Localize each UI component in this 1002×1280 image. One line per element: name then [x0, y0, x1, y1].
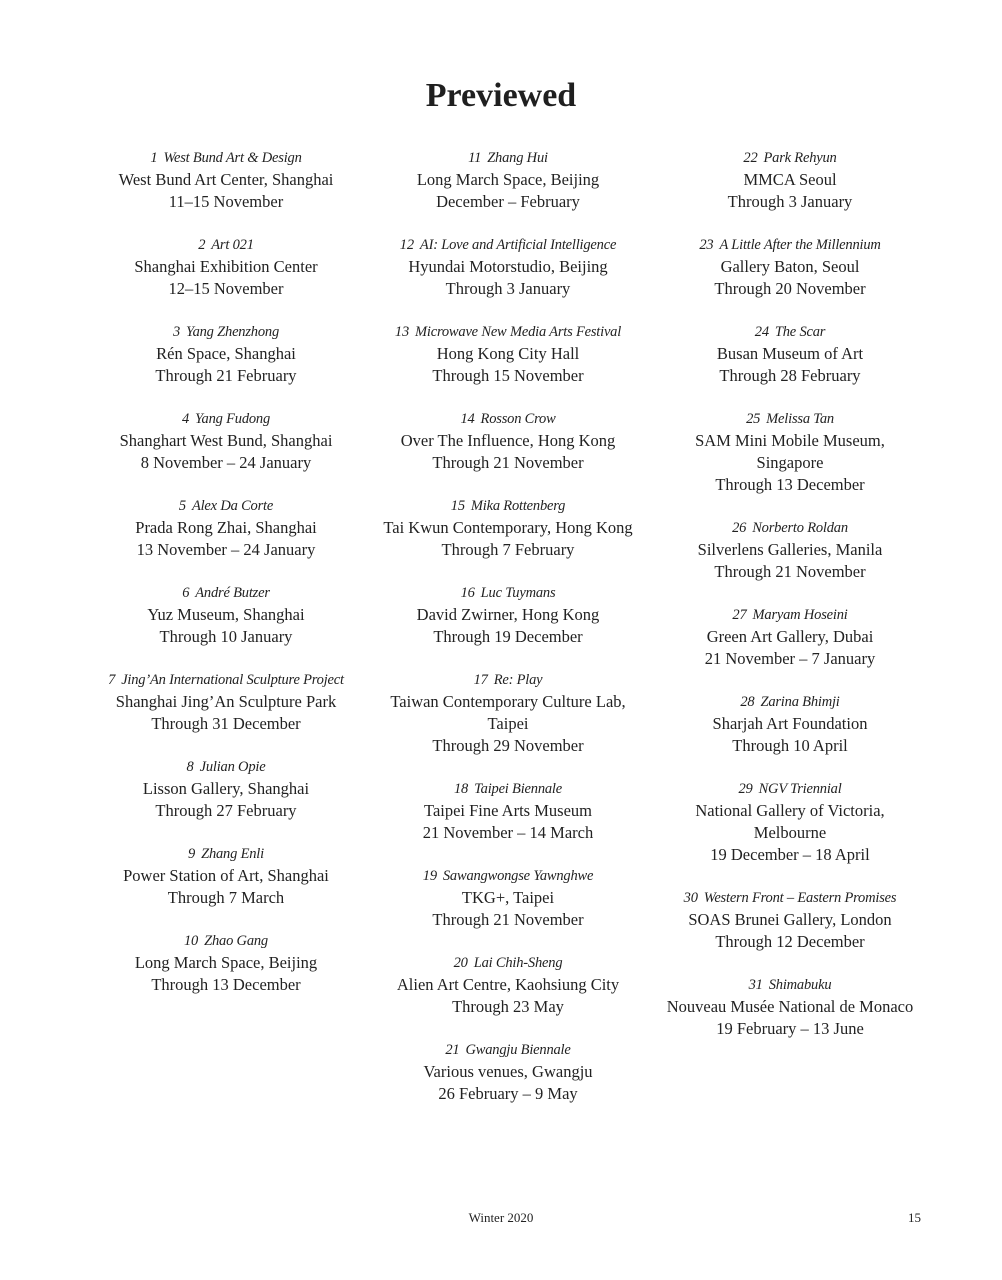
- entry-detail-line: Green Art Gallery, Dubai: [706, 627, 874, 646]
- entry-title: Rosson Crow: [480, 411, 556, 427]
- entry-number: 28: [740, 694, 755, 710]
- entry-title: Jing’An International Sculpture Project: [121, 672, 344, 688]
- entry-title: A Little After the Millennium: [719, 237, 881, 253]
- entry-title: The Scar: [774, 324, 826, 340]
- listing-entry: [358, 408, 658, 474]
- entry-detail-line: Long March Space, Beijing: [134, 953, 318, 972]
- listing-entry: [640, 778, 940, 866]
- listing-entry: [640, 234, 940, 300]
- entry-heading: [76, 843, 376, 865]
- listing-entry: [358, 582, 658, 648]
- entry-detail-line: Tai Kwun Contemporary, Hong Kong: [383, 518, 633, 537]
- entry-detail-line: Through 19 December: [433, 627, 583, 646]
- entry-heading: [640, 147, 940, 169]
- entry-heading: [640, 778, 940, 800]
- entry-number: 3: [172, 324, 181, 340]
- entry-heading: [76, 582, 376, 604]
- entry-title: André Butzer: [195, 585, 270, 601]
- entry-detail-line: Shanghai Exhibition Center: [134, 257, 318, 276]
- entry-title: Sawangwongse Yawnghwe: [442, 868, 594, 884]
- listing-entry: [358, 865, 658, 931]
- listing-entry: [358, 669, 658, 757]
- entry-title: Taipei Biennale: [474, 781, 562, 797]
- entry-number: 16: [460, 585, 475, 601]
- entry-detail-line: Through 10 January: [159, 627, 293, 646]
- entry-detail-line: 8 November – 24 January: [140, 453, 312, 472]
- entry-title: Zhao Gang: [204, 933, 268, 949]
- entry-detail-line: 13 November – 24 January: [136, 540, 316, 559]
- entry-detail-line: Sharjah Art Foundation: [712, 714, 868, 733]
- listing-entry: [640, 408, 940, 496]
- entry-title: Microwave New Media Arts Festival: [415, 324, 622, 340]
- entry-detail-line: David Zwirner, Hong Kong: [416, 605, 600, 624]
- entry-number: 22: [743, 150, 758, 166]
- entry-heading: [76, 408, 376, 430]
- entry-heading: [358, 778, 658, 800]
- entry-title: NGV Triennial: [758, 781, 842, 797]
- entry-number: 25: [746, 411, 761, 427]
- entry-number: 30: [683, 890, 698, 906]
- entry-detail-line: MMCA Seoul: [743, 170, 837, 189]
- listing-entry: [76, 930, 376, 996]
- listing-entry: [76, 582, 376, 648]
- entry-number: 6: [182, 585, 190, 601]
- entry-title: Mika Rottenberg: [470, 498, 566, 514]
- entry-detail-line: Nouveau Musée National de Monaco: [666, 997, 914, 1016]
- entry-detail-line: Through 21 November: [714, 562, 866, 581]
- entry-detail-line: SAM Mini Mobile Museum,: [695, 431, 885, 450]
- entry-detail-line: Prada Rong Zhai, Shanghai: [135, 518, 317, 537]
- entry-detail-line: Silverlens Galleries, Manila: [697, 540, 883, 559]
- entry-heading: [640, 234, 940, 256]
- listing-entry: [358, 234, 658, 300]
- entry-detail-line: 19 February – 13 June: [716, 1019, 864, 1038]
- entry-heading: [76, 234, 376, 256]
- listing-entry: [640, 147, 940, 213]
- entry-detail-line: Taiwan Contemporary Culture Lab,: [390, 692, 626, 711]
- entry-detail-line: 21 November – 7 January: [704, 649, 876, 668]
- entry-detail-line: Through 21 November: [432, 453, 584, 472]
- entry-number: 9: [188, 846, 196, 862]
- entry-detail-line: SOAS Brunei Gallery, London: [688, 910, 892, 929]
- entry-detail-line: 26 February – 9 May: [438, 1084, 578, 1103]
- entry-detail-line: Melbourne: [753, 823, 827, 842]
- entry-detail-line: Alien Art Centre, Kaohsiung City: [396, 975, 620, 994]
- entry-heading: [76, 756, 376, 778]
- entry-heading: [76, 321, 376, 343]
- listing-entry: [76, 321, 376, 387]
- listing-entry: [640, 691, 940, 757]
- entry-title: Yang Fudong: [195, 411, 271, 427]
- entry-detail-line: Through 28 February: [719, 366, 861, 385]
- entry-detail-line: Yuz Museum, Shanghai: [147, 605, 305, 624]
- entry-number: 1: [150, 150, 158, 166]
- entry-detail-line: Singapore: [756, 453, 824, 472]
- entry-title: Zhang Hui: [487, 150, 548, 166]
- entry-detail-line: Through 31 December: [151, 714, 301, 733]
- entry-detail-line: Through 13 December: [715, 475, 865, 494]
- entry-detail-line: Through 15 November: [432, 366, 584, 385]
- listing-entry: [640, 974, 940, 1040]
- entry-title: Park Rehyun: [763, 150, 837, 166]
- entry-title: Maryam Hoseini: [752, 607, 848, 623]
- entry-detail-line: Through 29 November: [432, 736, 584, 755]
- entry-title: Western Front – Eastern Promises: [703, 890, 897, 906]
- entry-title: Zarina Bhimji: [760, 694, 840, 710]
- entry-heading: [358, 495, 658, 517]
- entry-title: West Bund Art & Design: [163, 150, 302, 166]
- page-number: 15: [908, 1210, 921, 1225]
- entry-number: 5: [178, 498, 186, 514]
- listing-entry: [640, 604, 940, 670]
- entry-heading: [358, 321, 658, 343]
- entry-detail-line: Through 7 March: [167, 888, 285, 907]
- entry-detail-line: Busan Museum of Art: [716, 344, 864, 363]
- entry-number: 27: [732, 607, 747, 623]
- entry-detail-line: Shanghai Jing’An Sculpture Park: [115, 692, 337, 711]
- entry-detail-line: Through 3 January: [445, 279, 571, 298]
- listing-entry: [358, 778, 658, 844]
- listing-entry: [76, 408, 376, 474]
- listing-entry: [76, 234, 376, 300]
- entry-heading: [76, 669, 376, 691]
- entry-heading: [358, 147, 658, 169]
- entry-detail-line: Through 13 December: [151, 975, 301, 994]
- entry-number: 13: [394, 324, 410, 340]
- entry-number: 10: [184, 933, 199, 949]
- entry-heading: [640, 321, 940, 343]
- entry-detail-line: Over The Influence, Hong Kong: [400, 431, 616, 450]
- entry-detail-line: Lisson Gallery, Shanghai: [142, 779, 310, 798]
- entry-detail-line: Through 21 November: [432, 910, 584, 929]
- entry-title: Alex Da Corte: [191, 498, 274, 514]
- entry-detail-line: Taipei Fine Arts Museum: [424, 801, 592, 820]
- entry-detail-line: 11–15 November: [168, 192, 284, 211]
- entry-title: Art 021: [211, 237, 254, 253]
- entry-title: AI: Love and Artificial Intelligence: [419, 237, 617, 253]
- entry-detail-line: Through 27 February: [155, 801, 297, 820]
- listing-entry: [640, 321, 940, 387]
- entry-number: 14: [460, 411, 475, 427]
- entry-detail-line: Rén Space, Shanghai: [156, 344, 296, 363]
- listing-column-1: [76, 147, 376, 1017]
- entry-title: Lai Chih-Sheng: [473, 955, 563, 971]
- entry-heading: [640, 517, 940, 539]
- listing-entry: [640, 887, 940, 953]
- entry-detail-line: Gallery Baton, Seoul: [720, 257, 860, 276]
- page-title: Previewed: [425, 76, 577, 114]
- listing-entry: [76, 756, 376, 822]
- entry-detail-line: Power Station of Art, Shanghai: [123, 866, 329, 885]
- entry-detail-line: Through 10 April: [732, 736, 848, 755]
- entry-number: 12: [399, 237, 414, 253]
- entry-title: Shimabuku: [768, 977, 832, 993]
- entry-title: Gwangju Biennale: [465, 1042, 571, 1058]
- entry-title: Yang Zhenzhong: [186, 324, 279, 340]
- entry-detail-line: Through 7 February: [441, 540, 575, 559]
- entry-title: Melissa Tan: [766, 411, 834, 427]
- entry-detail-line: December – February: [436, 192, 580, 211]
- entry-title: Luc Tuymans: [480, 585, 556, 601]
- entry-number: 4: [181, 411, 190, 427]
- entry-number: 17: [473, 672, 488, 688]
- entry-detail-line: Various venues, Gwangju: [423, 1062, 593, 1081]
- entry-detail-line: 19 December – 18 April: [710, 845, 870, 864]
- entry-number: 29: [738, 781, 753, 797]
- entry-heading: [358, 1039, 658, 1061]
- entry-detail-line: Shanghart West Bund, Shanghai: [119, 431, 333, 450]
- entry-title: Norberto Roldan: [752, 520, 848, 536]
- entry-title: Zhang Enli: [201, 846, 264, 862]
- listing-entry: [358, 147, 658, 213]
- entry-heading: [76, 930, 376, 952]
- entry-title: Re: Play: [493, 672, 543, 688]
- entry-number: 19: [422, 868, 437, 884]
- entry-heading: [358, 408, 658, 430]
- entry-number: 24: [754, 324, 769, 340]
- listing-entry: [358, 321, 658, 387]
- listing-entry: [76, 669, 376, 735]
- entry-number: 23: [699, 237, 714, 253]
- entry-heading: [76, 147, 376, 169]
- entry-heading: [358, 669, 658, 691]
- entry-heading: [640, 691, 940, 713]
- entry-number: 31: [748, 977, 763, 993]
- entry-number: 11: [468, 150, 482, 166]
- entry-detail-line: Taipei: [487, 714, 529, 733]
- entry-number: 2: [198, 237, 206, 253]
- listing-entry: [76, 495, 376, 561]
- entry-heading: [76, 495, 376, 517]
- entry-detail-line: 12–15 November: [168, 279, 284, 298]
- entry-detail-line: Hyundai Motorstudio, Beijing: [408, 257, 608, 276]
- entry-heading: [640, 604, 940, 626]
- listing-entry: [358, 495, 658, 561]
- entry-detail-line: 21 November – 14 March: [422, 823, 594, 842]
- entry-heading: [358, 952, 658, 974]
- entry-detail-line: Through 20 November: [714, 279, 866, 298]
- listing-entry: [358, 952, 658, 1018]
- entry-detail-line: Long March Space, Beijing: [416, 170, 600, 189]
- listing-column-2: [358, 147, 658, 1126]
- entry-title: Julian Opie: [199, 759, 266, 775]
- entry-detail-line: National Gallery of Victoria,: [695, 801, 885, 820]
- entry-detail-line: TKG+, Taipei: [461, 888, 555, 907]
- entry-detail-line: West Bund Art Center, Shanghai: [118, 170, 334, 189]
- listing-entry: [76, 843, 376, 909]
- entry-number: 15: [450, 498, 465, 514]
- entry-detail-line: Hong Kong City Hall: [436, 344, 580, 363]
- entry-heading: [358, 234, 658, 256]
- entry-number: 21: [445, 1042, 460, 1058]
- entry-detail-line: Through 23 May: [452, 997, 564, 1016]
- entry-number: 20: [453, 955, 468, 971]
- entry-detail-line: Through 21 February: [155, 366, 297, 385]
- entry-heading: [640, 887, 940, 909]
- entry-heading: [358, 582, 658, 604]
- entry-number: 7: [108, 672, 116, 688]
- footer-season: Winter 2020: [468, 1210, 534, 1225]
- entry-heading: [640, 974, 940, 996]
- listing-column-3: [640, 147, 940, 1061]
- listing-entry: [640, 517, 940, 583]
- listing-entry: [358, 1039, 658, 1105]
- listing-entry: [76, 147, 376, 213]
- entry-number: 18: [454, 781, 469, 797]
- entry-number: 26: [732, 520, 747, 536]
- entry-detail-line: Through 12 December: [715, 932, 865, 951]
- entry-heading: [358, 865, 658, 887]
- entry-heading: [640, 408, 940, 430]
- entry-number: 8: [186, 759, 194, 775]
- entry-detail-line: Through 3 January: [727, 192, 853, 211]
